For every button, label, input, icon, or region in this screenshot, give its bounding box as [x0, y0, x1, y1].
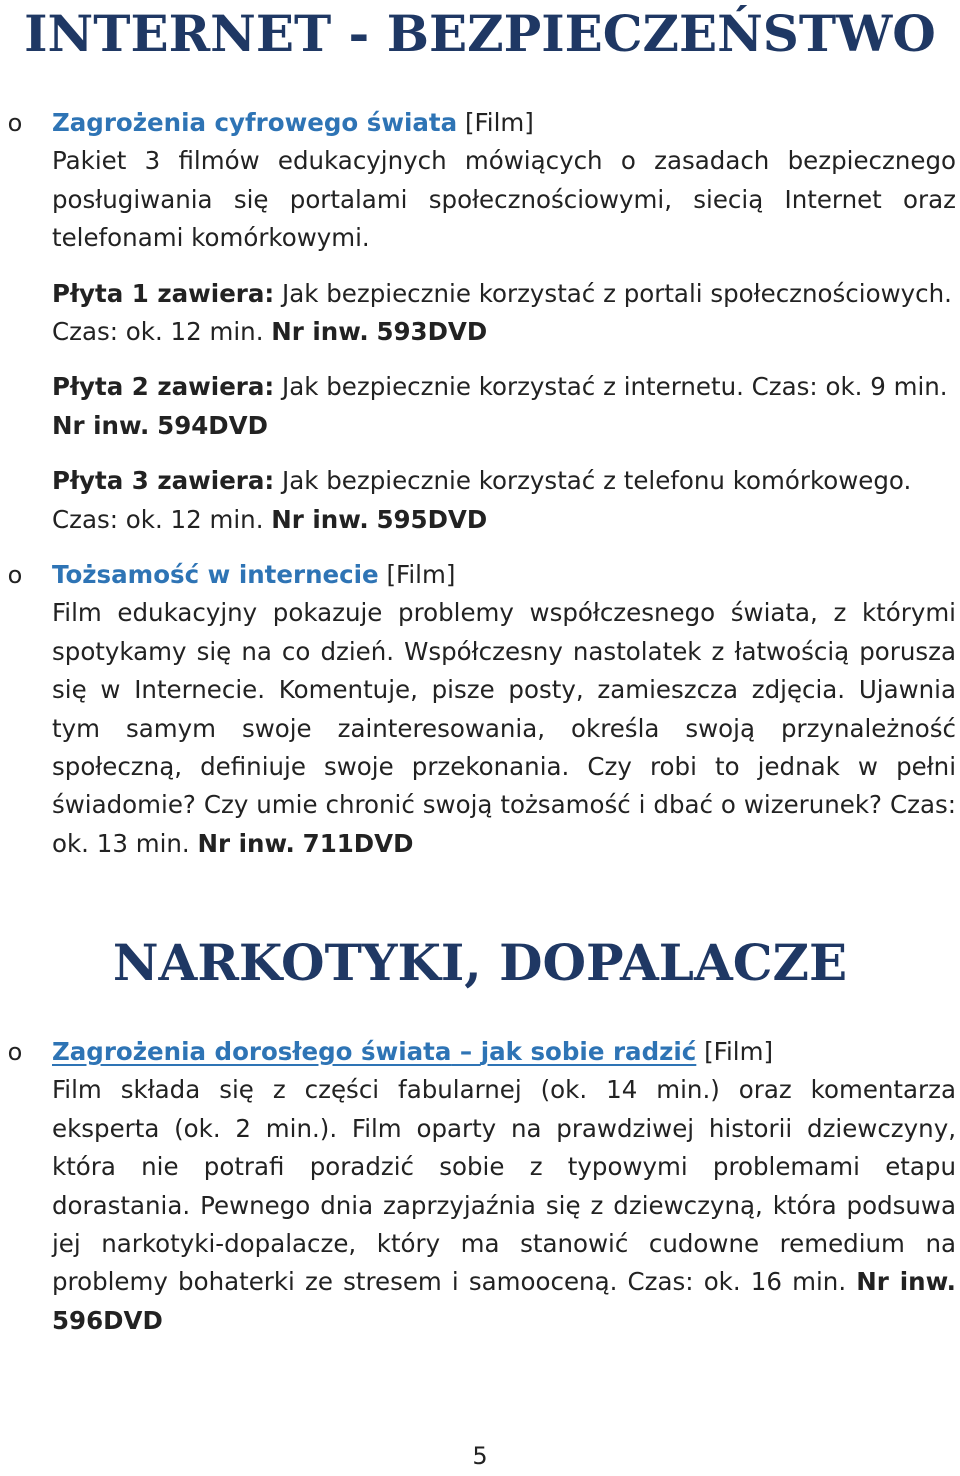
section-heading-internet: INTERNET - BEZPIECZEŃSTWO — [24, 4, 936, 63]
bullet-marker: o — [7, 109, 23, 137]
inventory-number: 594DVD — [157, 410, 268, 440]
film-title-link[interactable]: Tożsamość w internecie — [52, 560, 379, 589]
film-description-text: Film składa się z części fabularnej (ok. 14 min.) oraz komentarza eksperta (ok. 2 min.). Film oparty na prawdziwej historii dziewczyny, która nie potrafi poradzić sobie z typowymi problemami etapu dorastania. Pewnego dnia zaprzyjaźnia się z dziewczyną, która podsuwa jej narkotyki-dopalacze, który ma stanowić cudowne remedium na problemy bohaterki ze stresem i samooceną. Czas: ok. 16 min. — [52, 1075, 956, 1297]
inventory-number: 596DVD — [52, 1305, 163, 1335]
list-item — [7, 1033, 956, 1340]
disc-2-info — [52, 368, 956, 445]
disc-text: Jak bezpiecznie korzystać z telefonu komórkowego. Czas: ok. 12 min. — [52, 466, 912, 534]
page-number: 5 — [472, 1442, 488, 1470]
inventory-number: 595DVD — [376, 504, 488, 534]
section-heading-drugs: NARKOTYKI, DOPALACZE — [112, 933, 848, 992]
disc-label: Płyta 2 zawiera: — [52, 372, 275, 402]
film-title-part1: Zagrożenia dorosłego świata — [52, 1037, 452, 1066]
list-item — [7, 104, 956, 539]
disc-label: Płyta 3 zawiera: — [52, 466, 275, 496]
inventory-label: Nr inw. — [271, 317, 369, 347]
disc-3-info — [52, 462, 956, 539]
bullet-marker: o — [7, 1038, 23, 1066]
disc-text: Jak bezpiecznie korzystać z portali społecznościowych. Czas: ok. 12 min. — [52, 278, 952, 347]
film-title-link[interactable] — [52, 1037, 696, 1066]
inventory-label: Nr inw. — [197, 828, 295, 858]
film-tag: [Film] — [464, 108, 534, 137]
bullet-marker: o — [7, 561, 23, 589]
film-tag: [Film] — [386, 560, 456, 589]
inventory-label: Nr inw. — [856, 1267, 956, 1297]
film-description-text: Film edukacyjny pokazuje problemy współczesnego świata, z którymi spotykamy się na co dzień. Współczesny nastolatek z łatwością porusza się w Internecie. Komentuje, pisze posty, zamieszcza zdjęcia. Ujawnia tym samym swoje zainteresowania, określa swoją przynależność społeczną, definiuje swoje przekonania. Czy robi to jednak w pełni świadomie? Czy umie chronić swoją tożsamość i dbać o wizerunek? Czas: ok. 13 min. — [52, 598, 956, 858]
disc-label: Płyta 1 zawiera: — [52, 278, 275, 308]
film-title-dash: – — [451, 1037, 481, 1066]
inventory-number: 593DVD — [376, 317, 488, 347]
film-description — [52, 594, 956, 863]
film-title-link[interactable]: Zagrożenia cyfrowego świata — [52, 108, 458, 137]
film-description — [52, 1071, 956, 1340]
inventory-label: Nr inw. — [271, 504, 369, 534]
film-title-part2: jak sobie radzić — [480, 1037, 697, 1066]
film-description: Pakiet 3 filmów edukacyjnych mówiących o zasadach bezpiecznego posługiwania się portalami społecznościowymi, siecią Internet oraz telefonami komórkowymi. — [52, 146, 956, 253]
inventory-label: Nr inw. — [52, 410, 150, 440]
disc-1-info — [52, 275, 956, 352]
inventory-number: 711DVD — [302, 828, 414, 858]
film-tag: [Film] — [704, 1037, 774, 1066]
disc-text: Jak bezpiecznie korzystać z internetu. Czas: ok. 9 min. — [282, 372, 948, 402]
list-item — [7, 556, 956, 863]
